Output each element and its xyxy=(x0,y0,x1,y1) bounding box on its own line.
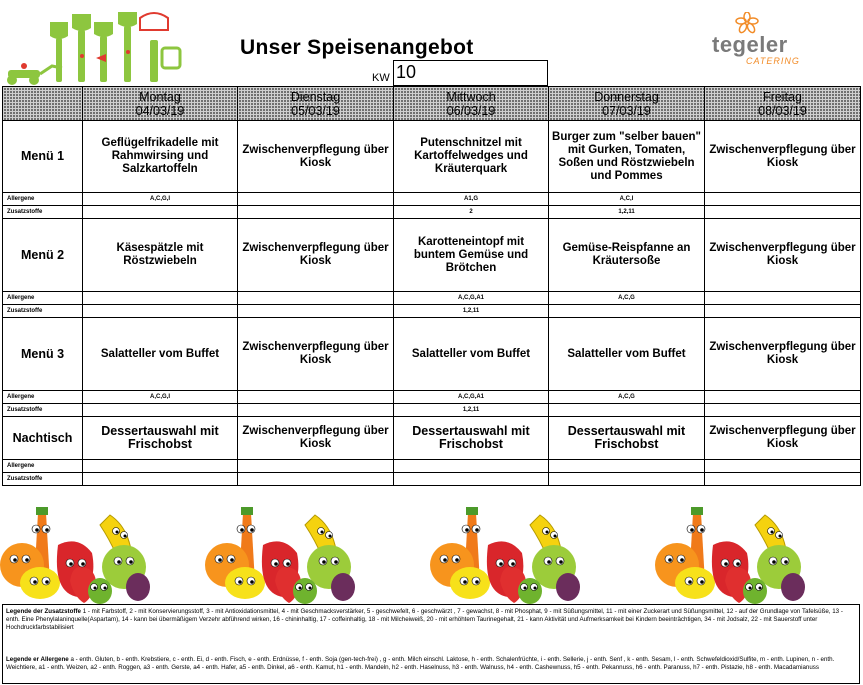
zusatzstoffe-cell xyxy=(705,473,861,486)
menu-label: Menü 3 xyxy=(3,318,83,391)
header-corner xyxy=(3,87,83,121)
allergene-cell xyxy=(705,460,861,473)
menu-row xyxy=(3,121,861,193)
allergene-cell: A,C,G,A1 xyxy=(394,391,549,404)
allergene-cell: A,C,G,I xyxy=(83,193,238,206)
menu-label: Menü 2 xyxy=(3,219,83,292)
day-header: Freitag 08/03/19 xyxy=(705,87,861,121)
allergene-cell xyxy=(705,391,861,404)
allergene-cell xyxy=(549,460,705,473)
dish-cell: Zwischenverpflegung über Kiosk xyxy=(705,318,861,391)
zusatzstoffe-label: Zusatzstoffe xyxy=(3,305,83,318)
zusatzstoffe-row xyxy=(3,305,861,318)
zusatzstoffe-cell xyxy=(705,206,861,219)
allergene-cell xyxy=(238,391,394,404)
dish-cell: Käsespätzle mit Röstzwiebeln xyxy=(83,219,238,292)
legend-allergens-heading: Legende er Allergene xyxy=(6,656,69,663)
allergene-label: Allergene xyxy=(3,391,83,404)
dish-cell: Zwischenverpflegung über Kiosk xyxy=(238,417,394,460)
zusatzstoffe-cell xyxy=(549,404,705,417)
allergene-row xyxy=(3,193,861,206)
allergene-label: Allergene xyxy=(3,460,83,473)
dish-cell: Gemüse-Reispfanne an Kräutersoße xyxy=(549,219,705,292)
zusatzstoffe-cell xyxy=(238,305,394,318)
zusatzstoffe-cell xyxy=(238,206,394,219)
day-header-row xyxy=(3,87,861,121)
allergene-row xyxy=(3,391,861,404)
allergene-cell: A,C,I xyxy=(549,193,705,206)
menu-label: Nachtisch xyxy=(3,417,83,460)
dish-cell: Karotteneintopf mit buntem Gemüse und Brötchen xyxy=(394,219,549,292)
allergene-cell: A,C,G,A1 xyxy=(394,292,549,305)
zusatzstoffe-cell xyxy=(705,305,861,318)
zusatzstoffe-label: Zusatzstoffe xyxy=(3,404,83,417)
menu-row xyxy=(3,318,861,391)
allergene-cell xyxy=(238,460,394,473)
allergene-row xyxy=(3,292,861,305)
zusatzstoffe-cell: 1,2,11 xyxy=(549,206,705,219)
dish-cell: Zwischenverpflegung über Kiosk xyxy=(238,121,394,193)
dish-cell: Zwischenverpflegung über Kiosk xyxy=(238,318,394,391)
zusatzstoffe-label: Zusatzstoffe xyxy=(3,206,83,219)
allergene-label: Allergene xyxy=(3,193,83,206)
menu-row xyxy=(3,219,861,292)
day-header: Mittwoch 06/03/19 xyxy=(394,87,549,121)
kw-box xyxy=(393,60,548,86)
allergene-cell xyxy=(238,193,394,206)
zusatzstoffe-label: Zusatzstoffe xyxy=(3,473,83,486)
allergene-cell xyxy=(83,460,238,473)
zusatzstoffe-row xyxy=(3,473,861,486)
allergene-cell xyxy=(238,292,394,305)
zusatzstoffe-cell xyxy=(394,473,549,486)
day-header: Donnerstag 07/03/19 xyxy=(549,87,705,121)
zusatzstoffe-cell xyxy=(83,404,238,417)
brand-logo xyxy=(712,12,832,68)
dish-cell: Salatteller vom Buffet xyxy=(394,318,549,391)
legend-additives-heading: Legende der Zusatzstoffe xyxy=(6,608,81,615)
zusatzstoffe-cell xyxy=(238,473,394,486)
zusatzstoffe-cell: 2 xyxy=(394,206,549,219)
page-title: Unser Speisenangebot xyxy=(240,36,474,59)
zusatzstoffe-cell xyxy=(83,305,238,318)
dish-cell: Zwischenverpflegung über Kiosk xyxy=(705,417,861,460)
legend-allergens xyxy=(6,656,858,672)
allergene-cell: A,C,G,I xyxy=(83,391,238,404)
day-header: Dienstag 05/03/19 xyxy=(238,87,394,121)
dish-cell: Salatteller vom Buffet xyxy=(83,318,238,391)
zusatzstoffe-cell xyxy=(83,473,238,486)
zusatzstoffe-cell: 1,2,11 xyxy=(394,404,549,417)
allergene-cell: A,C,G xyxy=(549,292,705,305)
allergene-cell xyxy=(394,460,549,473)
zusatzstoffe-row xyxy=(3,404,861,417)
zusatzstoffe-row xyxy=(3,206,861,219)
dish-cell: Salatteller vom Buffet xyxy=(549,318,705,391)
zusatzstoffe-cell xyxy=(549,473,705,486)
menu-label: Menü 1 xyxy=(3,121,83,193)
brand-subtitle: CATERING xyxy=(746,56,800,66)
legend-allergens-text: a - enth. Gluten, b - enth. Krebstiere, c - enth. Ei, d - enth. Fisch, e - enth. Erdnüsse, f - enth. Soja (gen-tech-frei) , g - enth. Milch einschl. Laktose, h - enth. Schalenfrüchte, i - enth. Sellerie, j - enth. Senf , k - enth. Sesam, l - enth. Schwefeldioxid/Sulfite, m - enth. Lupinen, n - enth. Weichtiere, a1 - enth. Weizen, a2 - enth. Roggen, a3 - enth. Gerste, a4 - enth. Hafer, a5 - enth. Dinkel, a6 - enth. Kamut, h1 - enth. Mandeln, h2 - enth. Haselnuss, h3 - enth. Walnuss, h4 - enth. Cashewnuss, h5 - enth. Pekannuss, h6 - enth. Paranuss, h7 - enth. Pistazie, h8 - enth. Macadamianuss xyxy=(6,656,835,671)
fruit-vegetable-characters-icon xyxy=(0,505,863,605)
zusatzstoffe-cell xyxy=(83,206,238,219)
dish-cell: Geflügelfrikadelle mit Rahmwirsing und Salzkartoffeln xyxy=(83,121,238,193)
brand-name: tegeler xyxy=(712,32,788,57)
cutlery-characters-icon xyxy=(0,8,200,88)
day-header: Montag 04/03/19 xyxy=(83,87,238,121)
allergene-cell xyxy=(705,292,861,305)
zusatzstoffe-cell xyxy=(549,305,705,318)
allergene-cell: A1,G xyxy=(394,193,549,206)
legend-additives xyxy=(6,608,858,632)
allergene-cell xyxy=(83,292,238,305)
allergene-row xyxy=(3,460,861,473)
allergene-cell: A,C,G xyxy=(549,391,705,404)
dish-cell: Dessertauswahl mit Frischobst xyxy=(394,417,549,460)
allergene-label: Allergene xyxy=(3,292,83,305)
allergene-cell xyxy=(705,193,861,206)
legend-additives-text: 1 - mit Farbstoff, 2 - mit Konservierungsstoff, 3 - mit Antioxidationsmittel, 4 - mit Geschmacksverstärker, 5 - geschwefelt, 6 - geschwärzt , 7 - gewachst, 8 - mit Phosphat, 9 - mit Süßungsmittel, 11 - mit einer Zuckerart und Süßungsmittel, 12 - auf der Grundlage von Tafelsüße, 13 - enth. Eine Phenylalaninquelle(Aspartam), 14 - kann bei übermäßigem Verzehr abführend wirken, 16 - chininhaltig, 17 - coffeinhaltig, 18 - mit Milcheiweiß, 20 - mit erhöhtem Taurinegehalt, 21 - kann Aktivität und Aufmerksamkeit bei Kindern beeinträchtigen, 34 - mit Jodsalz, 22 - mit Sauerstoff unter Hochdruckfarbstabilisiert xyxy=(6,608,843,631)
dish-cell: Dessertauswahl mit Frischobst xyxy=(83,417,238,460)
zusatzstoffe-cell xyxy=(238,404,394,417)
dish-cell: Zwischenverpflegung über Kiosk xyxy=(238,219,394,292)
menu-row xyxy=(3,417,861,460)
dish-cell: Putenschnitzel mit Kartoffelwedges und Kräuterquark xyxy=(394,121,549,193)
zusatzstoffe-cell xyxy=(705,404,861,417)
kw-label: KW xyxy=(372,72,390,84)
kw-value: 10 xyxy=(396,62,417,82)
dish-cell: Zwischenverpflegung über Kiosk xyxy=(705,219,861,292)
dish-cell: Burger zum "selber bauen" mit Gurken, Tomaten, Soßen und Röstzwiebeln und Pommes xyxy=(549,121,705,193)
menu-table xyxy=(2,86,861,486)
dish-cell: Dessertauswahl mit Frischobst xyxy=(549,417,705,460)
dish-cell: Zwischenverpflegung über Kiosk xyxy=(705,121,861,193)
flower-icon xyxy=(734,12,760,34)
zusatzstoffe-cell: 1,2,11 xyxy=(394,305,549,318)
